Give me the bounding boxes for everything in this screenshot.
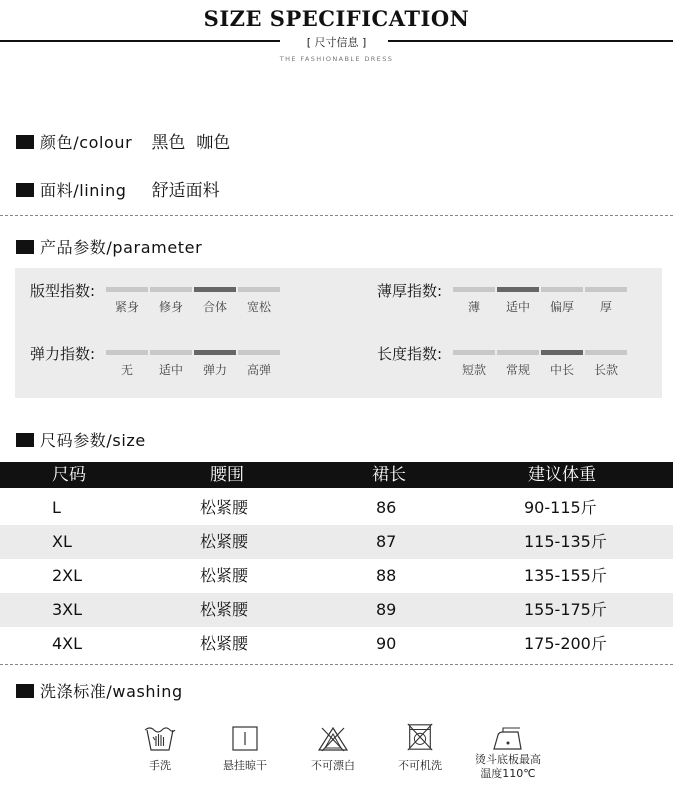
parameter-option-label: 适中 [158, 363, 183, 377]
wash-label-iron-temp: 温度110℃ [480, 767, 536, 780]
parameter-bar-segment [497, 287, 539, 292]
bullet-square-icon [16, 240, 34, 254]
parameter-option-label: 宽松 [246, 300, 271, 314]
table-cell: 松紧腰 [200, 498, 249, 517]
iron-icon [490, 724, 526, 754]
parameter-option-label: 常规 [505, 363, 530, 377]
table-cell: 90 [376, 634, 397, 653]
section-divider [0, 215, 673, 216]
parameter-bar-segment [194, 287, 236, 292]
wash-label-hand: 手洗 [149, 759, 171, 772]
parameter-label: 产品参数/parameter [40, 238, 203, 257]
table-cell: 155-175斤 [524, 600, 607, 619]
parameter-option-label: 高弹 [246, 363, 271, 377]
size-header-weight: 建议体重 [528, 465, 596, 485]
parameter-bar-segment [150, 287, 192, 292]
wash-label-machine: 不可机洗 [398, 759, 442, 772]
section-divider [0, 664, 673, 665]
parameter-group-title: 版型指数: [30, 282, 96, 300]
parameter-bar-segment [541, 287, 583, 292]
bullet-square-icon [16, 684, 34, 698]
parameter-option-label: 修身 [158, 300, 183, 314]
lining-value: 舒适面料 [151, 181, 220, 201]
wash-label-hang: 悬挂晾干 [223, 759, 267, 772]
table-cell: 89 [376, 600, 397, 619]
parameter-option-label: 厚 [599, 300, 612, 314]
table-cell: 松紧腰 [200, 634, 249, 653]
no-bleach-icon [315, 724, 351, 754]
bullet-square-icon [16, 183, 34, 197]
parameter-bar-segment [453, 287, 495, 292]
parameter-group-title: 弹力指数: [30, 345, 96, 363]
table-cell: 松紧腰 [200, 532, 249, 551]
table-cell: XL [52, 532, 72, 551]
colour-value: 黑色 咖色 [151, 133, 231, 153]
bullet-square-icon [16, 433, 34, 447]
parameter-bar-segment [585, 350, 627, 355]
table-cell: 87 [376, 532, 397, 551]
table-cell: L [52, 498, 61, 517]
parameter-option-label: 中长 [549, 363, 574, 377]
size-header-waist: 腰围 [210, 465, 244, 485]
parameter-option-label: 无 [120, 363, 133, 377]
parameter-bar-segment [194, 350, 236, 355]
table-cell: 86 [376, 498, 397, 517]
parameter-bar-segment [106, 350, 148, 355]
table-cell: 90-115斤 [524, 498, 597, 517]
parameter-option-label: 薄 [467, 300, 480, 314]
colour-label: 颜色/colour [40, 133, 133, 152]
table-cell: 135-155斤 [524, 566, 607, 585]
size-header-size: 尺码 [52, 465, 86, 485]
parameter-option-label: 短款 [461, 363, 486, 377]
table-cell: 松紧腰 [200, 566, 249, 585]
wash-label-iron: 烫斗底板最高 [475, 753, 541, 766]
parameter-bar-segment [585, 287, 627, 292]
lining-row [16, 176, 220, 201]
bullet-square-icon [16, 135, 34, 149]
parameter-option-label: 合体 [202, 300, 227, 314]
lining-label: 面料/lining [40, 181, 127, 200]
hand-wash-icon [142, 724, 178, 754]
size-header-length: 裙长 [372, 465, 406, 485]
parameter-bar-segment [150, 350, 192, 355]
parameter-option-label: 紧身 [114, 300, 139, 314]
parameter-option-label: 长款 [593, 363, 618, 377]
table-cell: 4XL [52, 634, 83, 653]
table-cell: 3XL [52, 600, 83, 619]
parameter-bar-segment [453, 350, 495, 355]
parameter-heading [16, 235, 202, 258]
colour-row [16, 128, 230, 153]
parameter-bar-segment [541, 350, 583, 355]
parameter-bar-segment [106, 287, 148, 292]
wash-label-bleach: 不可漂白 [311, 759, 355, 772]
table-cell: 松紧腰 [200, 600, 249, 619]
hang-dry-icon [227, 724, 263, 754]
size-heading [16, 428, 146, 451]
parameter-bar-segment [238, 287, 280, 292]
size-label: 尺码参数/size [40, 431, 146, 450]
page-subtitle [0, 34, 673, 50]
table-cell: 115-135斤 [524, 532, 607, 551]
page-subtitle-text: [ 尺寸信息 ] [301, 36, 373, 49]
parameter-option-label: 弹力 [202, 363, 227, 377]
table-cell: 88 [376, 566, 397, 585]
washing-label: 洗涤标准/washing [40, 682, 183, 701]
parameter-group-title: 薄厚指数: [377, 282, 443, 300]
parameter-option-label: 适中 [505, 300, 530, 314]
no-machine-wash-icon [402, 722, 438, 752]
table-cell: 175-200斤 [524, 634, 607, 653]
parameter-option-label: 偏厚 [549, 300, 574, 314]
parameter-bar-segment [238, 350, 280, 355]
parameter-bar-segment [497, 350, 539, 355]
table-cell: 2XL [52, 566, 83, 585]
page-tagline: THE FASHIONABLE DRESS [279, 55, 394, 63]
page-title: SIZE SPECIFICATION [203, 6, 470, 31]
washing-heading [16, 679, 183, 702]
parameter-group-title: 长度指数: [377, 345, 443, 363]
